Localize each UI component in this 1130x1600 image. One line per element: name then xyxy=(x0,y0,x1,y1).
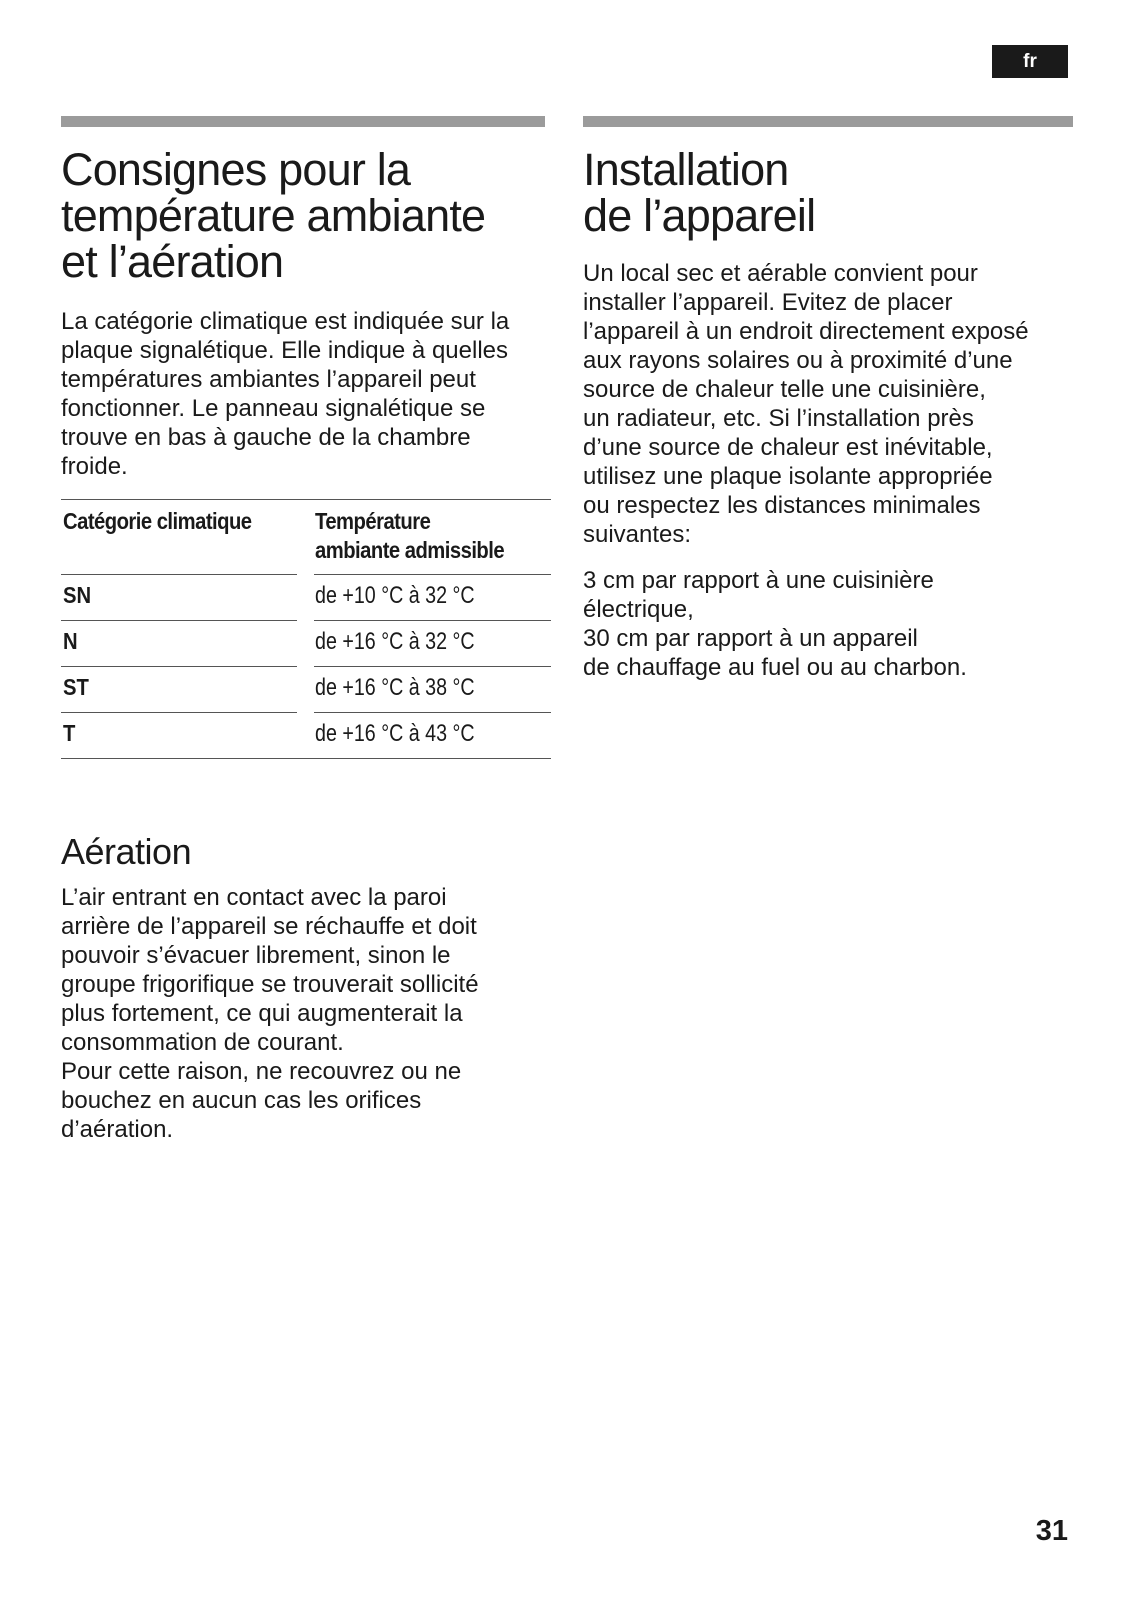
title-line: Consignes pour la xyxy=(61,144,411,195)
row-rule xyxy=(61,574,297,575)
row-rule xyxy=(314,620,551,621)
temperature-range: de +10 °C à 32 °C xyxy=(315,582,475,609)
text-line: ou respectez les distances minimales xyxy=(583,492,981,519)
climate-section-title xyxy=(61,144,545,287)
table-rule xyxy=(61,758,551,759)
row-rule xyxy=(314,712,551,713)
climate-section xyxy=(61,116,545,481)
text-line: électrique, xyxy=(583,596,694,623)
text-line: Un local sec et aérable convient pour xyxy=(583,260,978,287)
title-line: et l’aération xyxy=(61,236,284,287)
header-line: Température xyxy=(315,508,431,534)
text-line: d’une source de chaleur est inévitable, xyxy=(583,434,993,461)
text-line: consommation de courant. xyxy=(61,1029,344,1056)
text-line: de chauffage au fuel ou au charbon. xyxy=(583,654,967,681)
installation-section xyxy=(583,116,1073,682)
climate-category: ST xyxy=(63,674,89,700)
aeration-paragraph xyxy=(61,883,545,1144)
text-line: Pour cette raison, ne recouvrez ou ne xyxy=(61,1058,462,1085)
text-line: utilisez une plaque isolante appropriée xyxy=(583,463,993,490)
table-row xyxy=(61,574,551,620)
text-line: installer l’appareil. Evitez de placer xyxy=(583,289,953,316)
text-line: froide. xyxy=(61,453,128,480)
temperature-range: de +16 °C à 43 °C xyxy=(315,720,475,747)
header-line: ambiante admissible xyxy=(315,537,505,563)
installation-paragraph xyxy=(583,259,1073,549)
text-line: 30 cm par rapport à un appareil xyxy=(583,625,918,652)
climate-intro-paragraph xyxy=(61,307,545,481)
text-line: pouvoir s’évacuer librement, sinon le xyxy=(61,942,451,969)
table-header-category: Catégorie climatique xyxy=(63,508,252,534)
language-badge: fr xyxy=(992,45,1068,78)
table-row xyxy=(61,666,551,712)
table-row xyxy=(61,712,551,758)
aeration-section xyxy=(61,831,545,1144)
aeration-title: Aération xyxy=(61,831,192,872)
text-line: source de chaleur telle une cuisinière, xyxy=(583,376,986,403)
text-line: plaque signalétique. Elle indique à quelles xyxy=(61,337,508,364)
text-line: 3 cm par rapport à une cuisinière xyxy=(583,567,934,594)
text-line: plus fortement, ce qui augmenterait la xyxy=(61,1000,463,1027)
text-line: arrière de l’appareil se réchauffe et doit xyxy=(61,913,477,940)
text-line: d’aération. xyxy=(61,1116,174,1143)
page-number: 31 xyxy=(1035,1515,1068,1547)
text-line: l’appareil à un endroit directement exposé xyxy=(583,318,1029,345)
text-line: La catégorie climatique est indiquée sur la xyxy=(61,308,510,335)
row-rule xyxy=(61,620,297,621)
table-rule xyxy=(61,499,551,500)
climate-category: SN xyxy=(63,582,92,608)
row-rule xyxy=(61,666,297,667)
text-line: fonctionner. Le panneau signalétique se xyxy=(61,395,486,422)
title-line: de l’appareil xyxy=(583,190,816,241)
distances-paragraph xyxy=(583,566,1073,682)
climate-category: N xyxy=(63,628,78,654)
table-row xyxy=(61,620,551,666)
text-line: températures ambiantes l’appareil peut xyxy=(61,366,476,393)
temperature-range: de +16 °C à 38 °C xyxy=(315,674,475,701)
climate-category: T xyxy=(63,720,76,746)
text-line: suivantes: xyxy=(583,521,692,548)
text-line: L’air entrant en contact avec la paroi xyxy=(61,884,447,911)
text-line: aux rayons solaires ou à proximité d’une xyxy=(583,347,1013,374)
text-line: un radiateur, etc. Si l’installation près xyxy=(583,405,974,432)
installation-section-title xyxy=(583,144,1073,241)
title-line: température ambiante xyxy=(61,190,486,241)
row-rule xyxy=(61,712,297,713)
text-line: groupe frigorifique se trouverait sollicité xyxy=(61,971,479,998)
section-rule xyxy=(583,116,1073,127)
text-line: trouve en bas à gauche de la chambre xyxy=(61,424,471,451)
temperature-range: de +16 °C à 32 °C xyxy=(315,628,475,655)
row-rule xyxy=(314,574,551,575)
text-line: bouchez en aucun cas les orifices xyxy=(61,1087,422,1114)
table-header-temperature xyxy=(315,507,504,565)
row-rule xyxy=(314,666,551,667)
section-rule xyxy=(61,116,545,127)
title-line: Installation xyxy=(583,144,789,195)
